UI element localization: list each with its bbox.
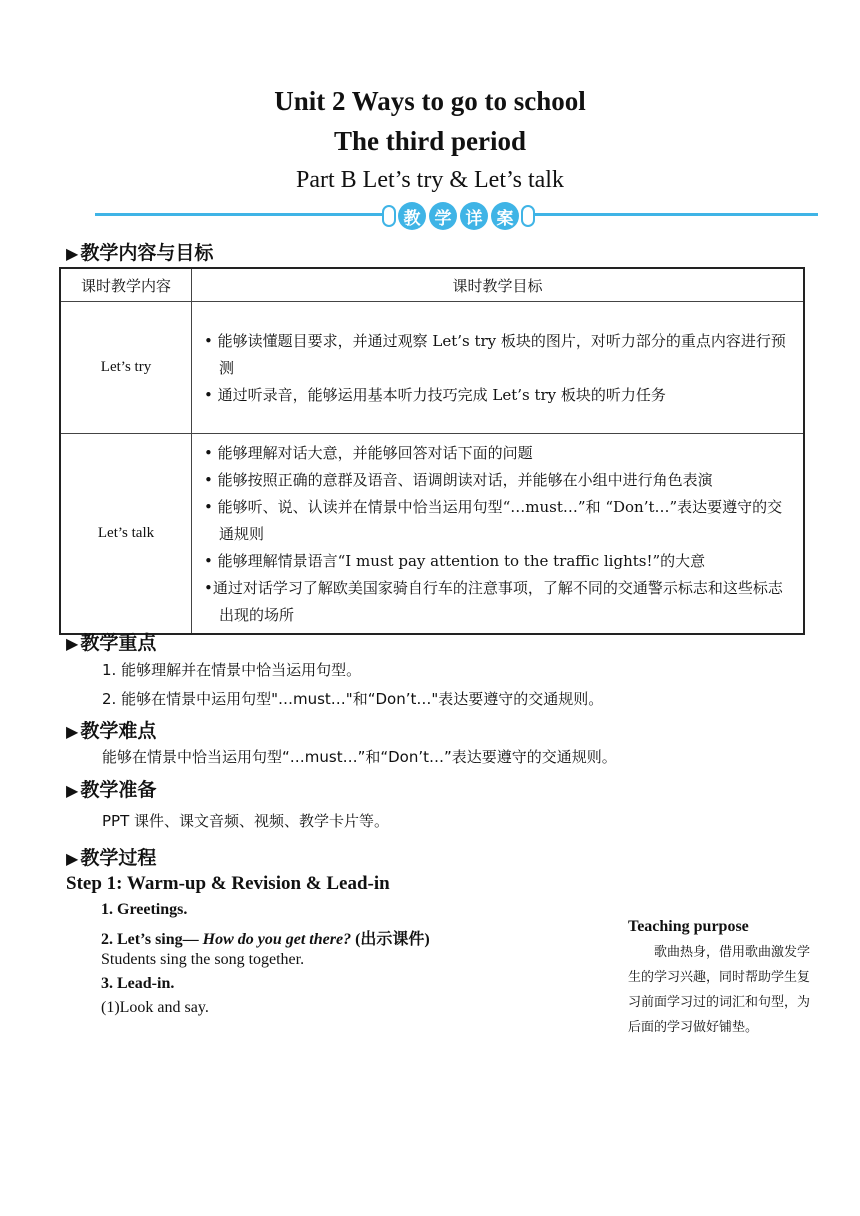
step-title: Step 1: Warm-up & Revision & Lead-in	[66, 873, 390, 894]
lesson-plan-badge	[382, 200, 535, 232]
key-point-item: 1. 能够理解并在情景中恰当运用句型。	[102, 661, 362, 679]
goal-item: • 能够听、说、认读并在情景中恰当运用句型“…must…”和 “Don’t…”表达要遵守的交通规则	[204, 498, 783, 543]
badge-char: 详	[460, 202, 488, 230]
part-subtitle: Part B Let’s try & Let’s talk	[296, 167, 564, 193]
section-heading-key-points: ▶ 教学重点	[66, 632, 157, 654]
goal-item: • 通过听录音，能够运用基本听力技巧完成 Let’s try 板块的听力任务	[204, 386, 666, 404]
goal-item: • 能够理解情景语言“I must pay attention to the traffic lights!”的大意	[204, 552, 706, 570]
row-label: Let’s try	[60, 302, 192, 434]
section-heading-preparation: ▶ 教学准备	[66, 779, 157, 801]
table-row	[60, 434, 804, 635]
teaching-purpose-title: Teaching purpose	[628, 918, 749, 935]
banner-line-right	[528, 213, 818, 216]
greetings-item: 1. Greetings.	[101, 901, 188, 918]
song-title: How do you get there?	[202, 931, 352, 948]
badge-char: 教	[398, 202, 426, 230]
section-heading-difficulties: ▶ 教学难点	[66, 720, 157, 742]
goals-table	[59, 267, 805, 635]
triangle-marker-icon: ▶	[66, 781, 79, 800]
goal-item: • 能够读懂题目要求，并通过观察 Let’s try 板块的图片，对听力部分的重点内容进行预测	[204, 332, 786, 377]
triangle-marker-icon: ▶	[66, 244, 79, 263]
goals-cell	[192, 302, 805, 434]
teaching-purpose-text: 歌曲热身，借用歌曲激发学生的学习兴趣，同时帮助学生复习前面学习过的词汇和句型，为后面的学习做好铺垫。	[628, 945, 811, 1035]
preparation-text: PPT 课件、课文音频、视频、教学卡片等。	[102, 812, 390, 830]
table-header-cell: 课时教学目标	[192, 268, 805, 302]
unit-title: Unit 2 Ways to go to school	[274, 86, 586, 116]
key-point-item: 2. 能够在情景中运用句型"…must…"和“Don’t…"表达要遵守的交通规则。	[102, 690, 604, 708]
sing-item	[101, 926, 430, 949]
sing-suffix: (出示课件)	[351, 931, 430, 948]
triangle-marker-icon: ▶	[66, 634, 79, 653]
badge-char: 学	[429, 202, 457, 230]
leadin-item: 3. Lead-in.	[101, 975, 175, 992]
badge-char: 案	[491, 202, 519, 230]
triangle-marker-icon: ▶	[66, 849, 79, 868]
row-label: Let’s talk	[60, 434, 192, 635]
period-title: The third period	[333, 126, 527, 156]
badge-cap-left	[382, 205, 396, 227]
sing-note: Students sing the song together.	[101, 951, 305, 968]
section-heading-process: ▶ 教学过程	[66, 847, 157, 869]
goals-cell	[192, 434, 805, 635]
banner-line-left	[95, 213, 387, 216]
goal-item: • 能够按照正确的意群及语音、语调朗读对话，并能够在小组中进行角色表演	[204, 471, 713, 489]
goal-item: • 能够理解对话大意，并能够回答对话下面的问题	[204, 444, 533, 462]
badge-cap-right	[521, 205, 535, 227]
table-header-cell: 课时教学内容	[60, 268, 192, 302]
goal-item: •通过对话学习了解欧美国家骑自行车的注意事项，了解不同的交通警示标志和这些标志出现的场所	[204, 579, 783, 624]
table-header-row	[60, 268, 804, 302]
difficulties-text: 能够在情景中恰当运用句型“…must…”和“Don’t…”表达要遵守的交通规则。	[102, 748, 617, 766]
sing-prefix: 2. Let’s sing—	[101, 931, 203, 948]
table-row	[60, 302, 804, 434]
triangle-marker-icon: ▶	[66, 722, 79, 741]
section-heading-goals: ▶ 教学内容与目标	[66, 242, 214, 264]
look-say-item: (1)Look and say.	[101, 999, 209, 1016]
